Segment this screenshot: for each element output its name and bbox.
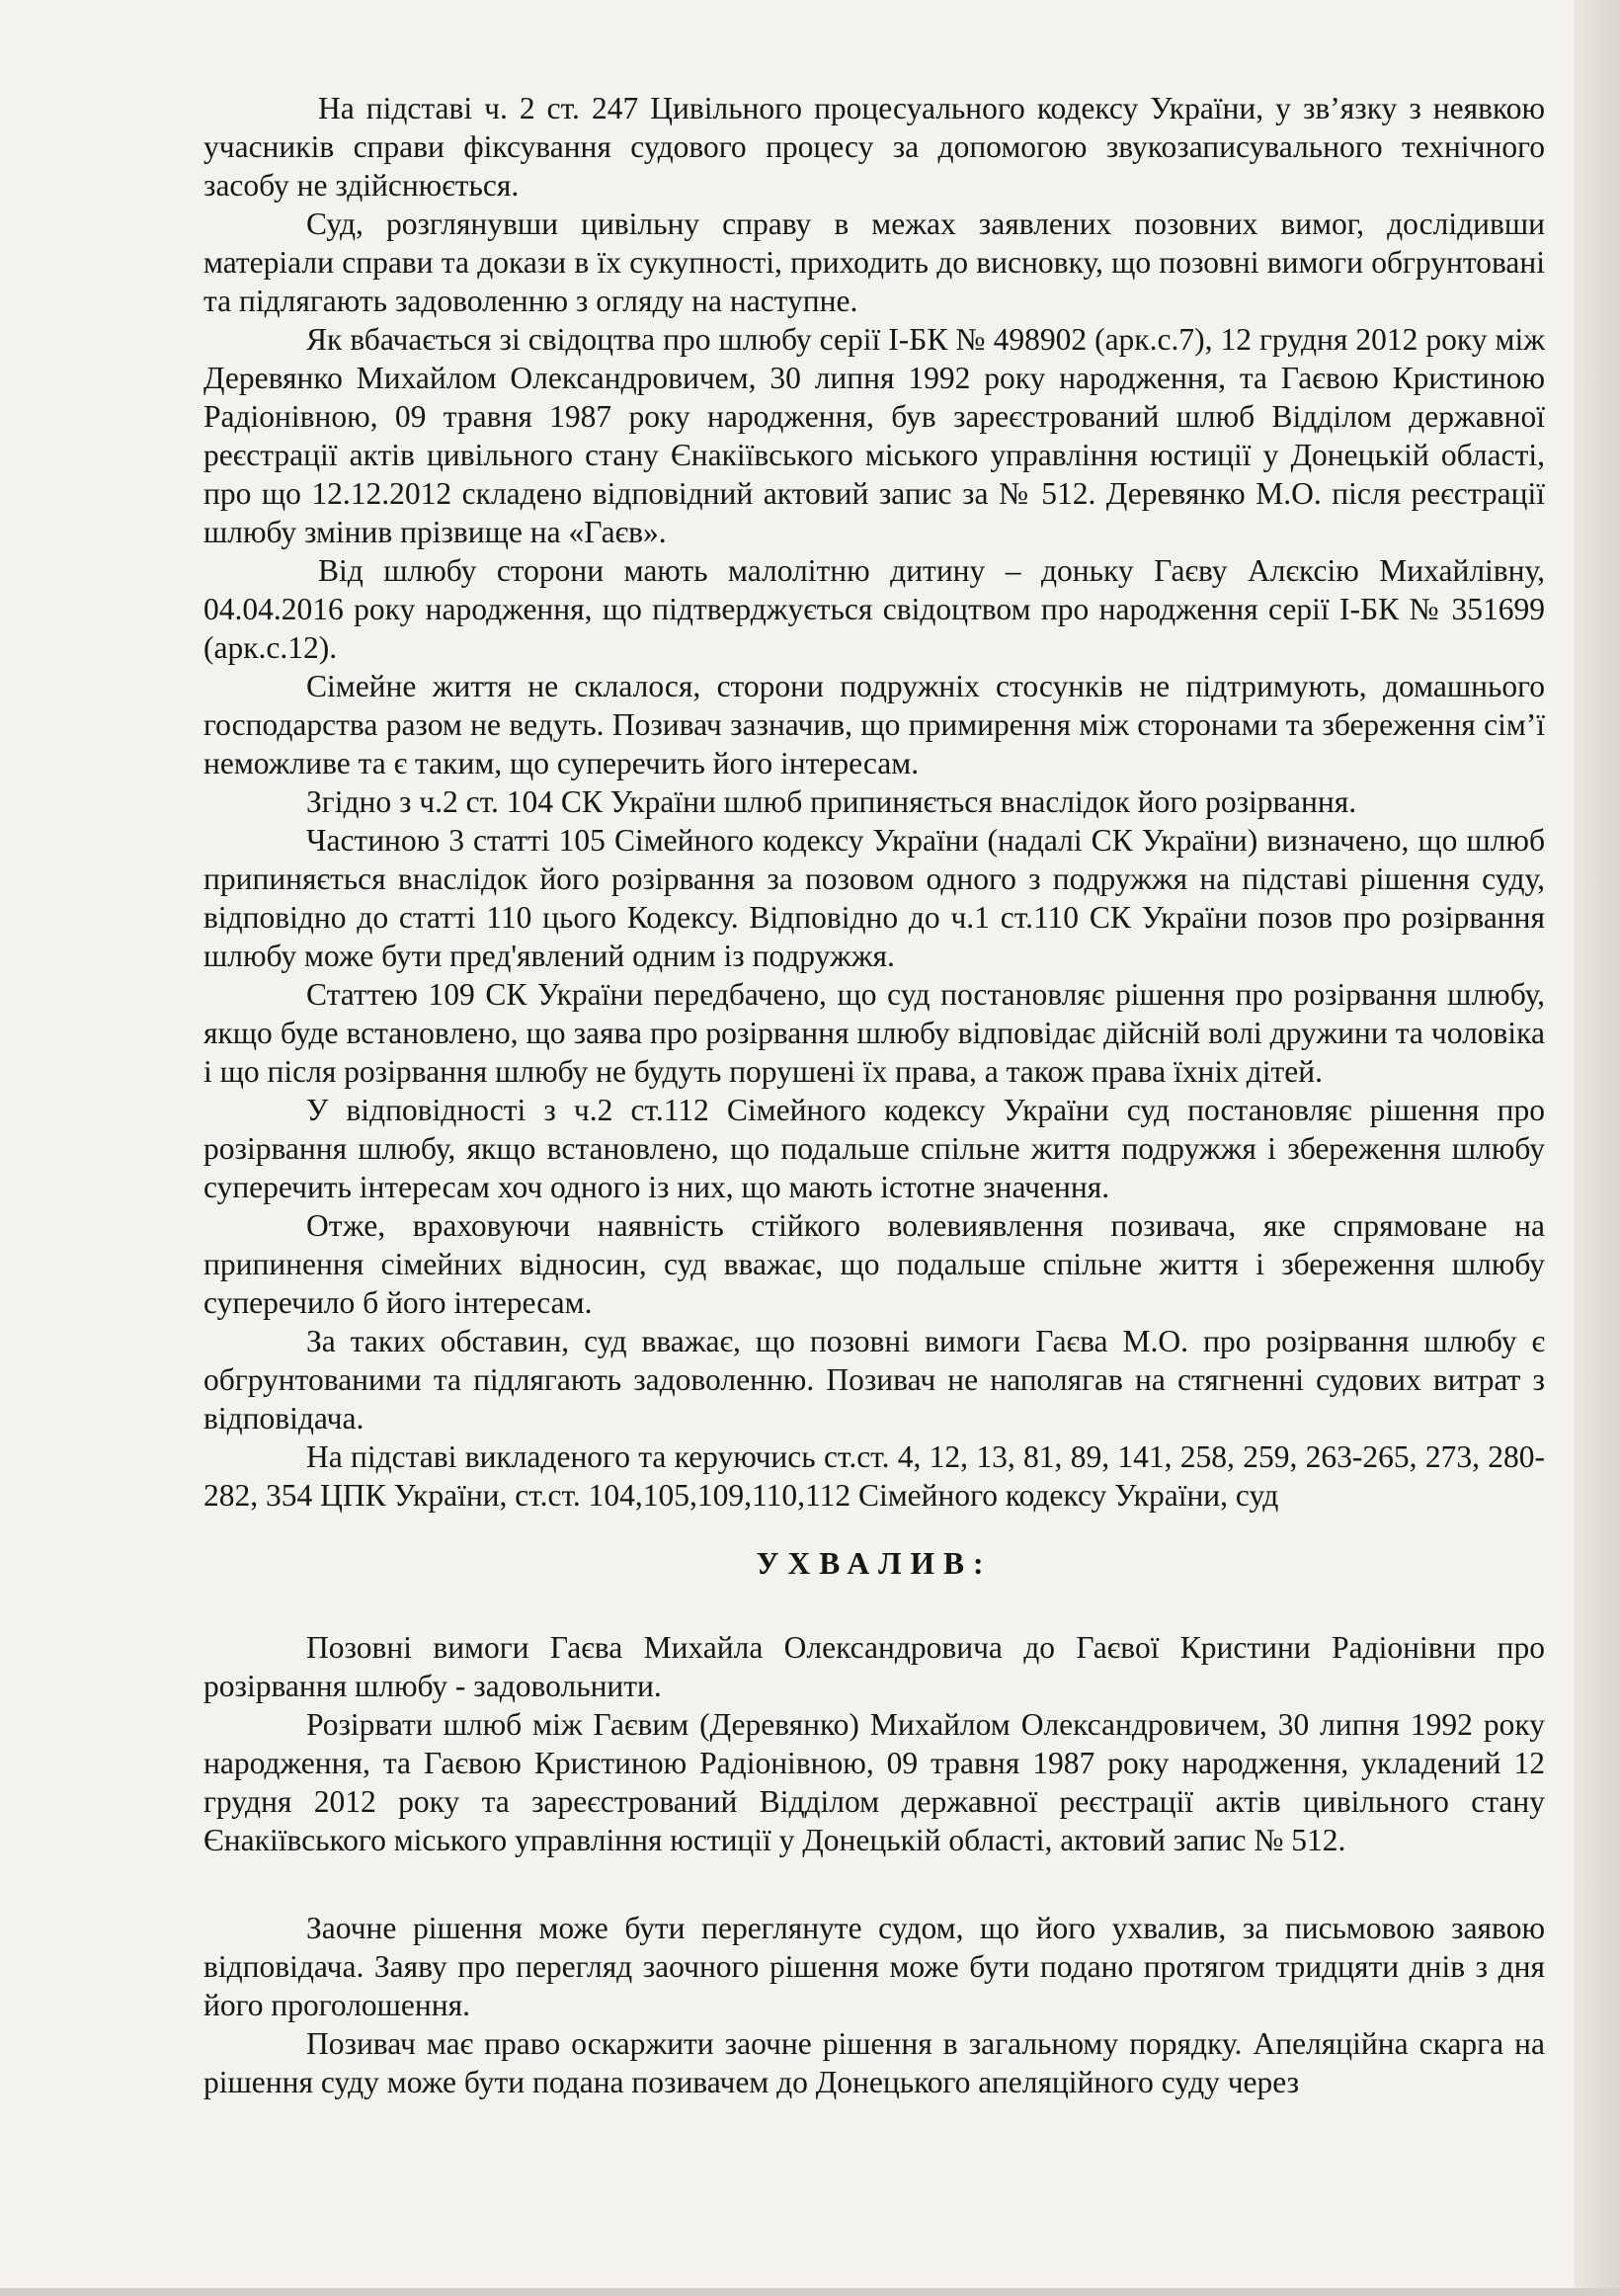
paragraph: Позовні вимоги Гаєва Михайла Олександровича до Гаєвої Кристини Радіонівни про розірвання шлюбу - задовольнити. (203, 1630, 1545, 1703)
paragraph: Від шлюбу сторони мають малолітню дитину – доньку Гаєву Алєксію Михайлівну, 04.04.2016 року народження, що підтверджується свідоцтвом про народження серії І-БК № 351699 (арк.с.12). (203, 553, 1545, 665)
paragraph: У відповідності з ч.2 ст.112 Сімейного кодексу України суд постановляє рішення про розірвання шлюбу, якщо встановлено, що подальше спільне життя подружжя і збереження шлюбу суперечить інтересам хоч одного із них, що мають істотне значення. (203, 1093, 1545, 1204)
paragraph: За таких обставин, суд вважає, що позовні вимоги Гаєва М.О. про розірвання шлюбу є обгрунтованими та підлягають задоволенню. Позивач не наполягав на стягненні судових витрат з відповідача. (203, 1324, 1545, 1435)
paragraph: Як вбачається зі свідоцтва про шлюбу серії І-БК № 498902 (арк.с.7), 12 грудня 2012 року між Деревянко Михайлом Олександровичем, 30 липня 1992 року народження, та Гаєвою Кристиною Радіонівною, 09 травня 1987 року народження, був зареєстрований шлюб Відділом державної реєстрації актів цивільного стану Єнакіївського міського управління юстиції у Донецькій області, про що 12.12.2012 складено відповідний актовий запис за № 512. Деревянко М.О. після реєстрації шлюбу змінив прізвище на «Гаєв». (203, 322, 1545, 549)
paragraph: Сімейне життя не склалося, сторони подружніх стосунків не підтримують, домашнього господарства разом не ведуть. Позивач зазначив, що примирення між сторонами та збереження сім’ї неможливе та є таким, що суперечить його інтересам. (203, 669, 1545, 780)
paragraph: Позивач має право оскаржити заочне рішення в загальному порядку. Апеляційна скарга на рішення суду може бути подана позивачем до Донецького апеляційного суду через (203, 2026, 1545, 2099)
paragraph: Частиною 3 статті 105 Сімейного кодексу України (надалі СК України) визначено, що шлюб припиняється внаслідок його розірвання за позовом одного з подружжя на підставі рішення суду, відповідно до статті 110 цього Кодексу. Відповідно до ч.1 ст.110 СК України позов про розірвання шлюбу може бути пред'явлений одним із подружжя. (203, 823, 1545, 973)
paragraph: Отже, враховуючи наявність стійкого волевиявлення позивача, яке спрямоване на припинення сімейних відносин, суд вважає, що подальше спільне життя і збереження шлюбу суперечило б його інтересам. (203, 1208, 1545, 1320)
paragraph: На підставі викладеного та керуючись ст.ст. 4, 12, 13, 81, 89, 141, 258, 259, 263-265, 273, 280-282, 354 ЦПК України, ст.ст. 104,105,109,110,112 Сімейного кодексу України, суд (203, 1439, 1545, 1513)
page-bottom-edge (0, 2288, 1620, 2296)
paragraph: Згідно з ч.2 ст. 104 СК України шлюб припиняється внаслідок його розірвання. (306, 784, 1357, 819)
document-body (203, 89, 1545, 2101)
paragraph: Розірвати шлюб між Гаєвим (Деревянко) Михайлом Олександровичем, 30 липня 1992 року народження, та Гаєвою Кристиною Радіонівною, 09 травня 1987 року народження, укладений 12 грудня 2012 року та зареєстрований Відділом державної реєстрації актів цивільного стану Єнакіївського міського управління юстиції у Донецькій області, актовий запис № 512. (203, 1707, 1545, 1857)
paragraph: Заочне рішення може бути переглянуте судом, що його ухвалив, за письмовою заявою відповідача. Заяву про перегляд заочного рішення може бути подано протягом тридцяти днів з дня його проголошення. (203, 1911, 1545, 2022)
spacer (203, 1859, 1545, 1909)
paragraph: Суд, розглянувши цивільну справу в межах заявлених позовних вимог, дослідивши матеріали справи та докази в їх сукупності, приходить до висновку, що позовні вимоги обгрунтовані та підлягають задоволенню з огляду на наступне. (203, 206, 1545, 318)
paragraph: На підставі ч. 2 ст. 247 Цивільного процесуального кодексу України, у зв’язку з неявкою учасників справи фіксування судового процесу за допомогою звукозаписувального технічного засобу не здійснюється. (203, 91, 1545, 203)
decision-heading: УХВАЛИВ: (756, 1546, 993, 1581)
page-edge-shadow (1575, 0, 1620, 2296)
paragraph: Статтею 109 СК України передбачено, що суд постановляє рішення про розірвання шлюбу, якщо буде встановлено, що заява про розірвання шлюбу відповідає дійсній волі дружини та чоловіка і що після розірвання шлюбу не будуть порушені їх права, а також права їхніх дітей. (203, 977, 1545, 1089)
